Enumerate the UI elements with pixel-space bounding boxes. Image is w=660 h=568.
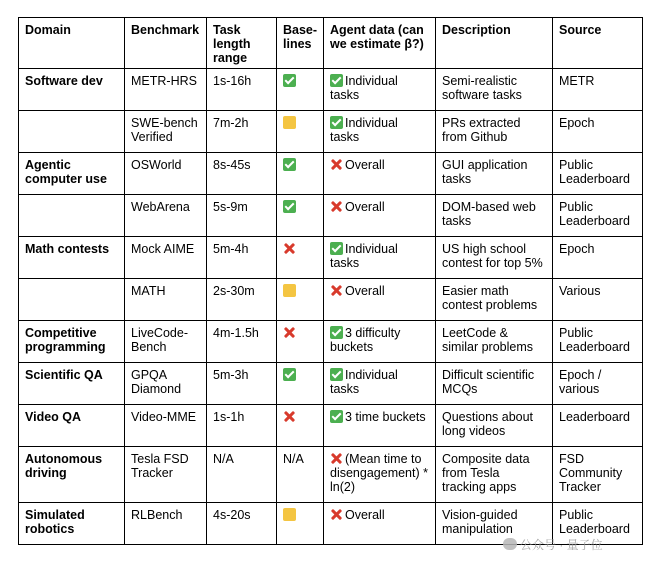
cell-domain: Competitive programming [19,321,125,363]
cross-icon [330,508,343,521]
cell-benchmark: Tesla FSD Tracker [125,447,207,503]
header-description: Description [436,18,553,69]
cell-domain: Software dev [19,69,125,111]
cell-task-length: 5m-4h [207,237,277,279]
agent-data-text: 3 difficulty buckets [330,326,401,354]
table-row [19,447,643,503]
check-icon [283,74,296,87]
cell-description: PRs extracted from Github [436,111,553,153]
cell-domain: Scientific QA [19,363,125,405]
cross-icon [283,242,296,255]
cell-task-length: N/A [207,447,277,503]
cell-baseline [277,503,324,545]
agent-data-text: Overall [345,200,385,214]
cell-source: METR [553,69,643,111]
cell-source: Public Leaderboard [553,153,643,195]
check-icon [330,242,343,255]
cell-benchmark: Video-MME [125,405,207,447]
table-row [19,111,643,153]
cell-task-length: 7m-2h [207,111,277,153]
cell-benchmark: WebArena [125,195,207,237]
cell-description: Composite data from Tesla tracking apps [436,447,553,503]
header-domain: Domain [19,18,125,69]
cell-agent-data [324,69,436,111]
cell-agent-data [324,195,436,237]
cell-source: Epoch [553,237,643,279]
cell-agent-data [324,503,436,545]
check-icon [330,116,343,129]
header-task-length: Task length range [207,18,277,69]
check-icon [330,368,343,381]
yellow-square-icon [283,508,296,521]
cell-baseline [277,69,324,111]
table-body [19,69,643,545]
cell-domain [19,195,125,237]
cell-task-length: 1s-16h [207,69,277,111]
baseline-text: N/A [283,452,304,466]
cell-agent-data [324,153,436,195]
header-source: Source [553,18,643,69]
table-row [19,279,643,321]
cross-icon [330,158,343,171]
cell-description: US high school contest for top 5% [436,237,553,279]
cell-domain [19,279,125,321]
cell-baseline [277,195,324,237]
table-row [19,405,643,447]
cell-agent-data [324,279,436,321]
cell-domain: Simulated robotics [19,503,125,545]
check-icon [283,368,296,381]
table-row [19,363,643,405]
header-baselines: Base-lines [277,18,324,69]
cell-description: LeetCode & similar problems [436,321,553,363]
cell-benchmark: METR-HRS [125,69,207,111]
cell-description: Difficult scientific MCQs [436,363,553,405]
agent-data-text: (Mean time to disengagement) * ln(2) [330,452,428,494]
header-benchmark: Benchmark [125,18,207,69]
cell-task-length: 5m-3h [207,363,277,405]
cell-task-length: 4m-1.5h [207,321,277,363]
yellow-square-icon [283,116,296,129]
cell-agent-data [324,363,436,405]
agent-data-text: Individual tasks [330,116,398,144]
agent-data-text: 3 time buckets [345,410,426,424]
header-agent-data: Agent data (can we estimate β?) [324,18,436,69]
cell-description: Vision-guided manipulation [436,503,553,545]
cell-description: Semi-realistic software tasks [436,69,553,111]
cell-description: GUI application tasks [436,153,553,195]
cell-baseline [277,111,324,153]
table-row [19,153,643,195]
cross-icon [330,284,343,297]
cell-domain: Math contests [19,237,125,279]
wechat-icon [503,538,517,550]
cell-source: Epoch / various [553,363,643,405]
cell-baseline [277,153,324,195]
cell-task-length: 2s-30m [207,279,277,321]
cell-benchmark: LiveCode-Bench [125,321,207,363]
cell-domain [19,111,125,153]
cross-icon [283,326,296,339]
cell-description: Questions about long videos [436,405,553,447]
cell-baseline [277,321,324,363]
cell-source: Leaderboard [553,405,643,447]
cell-source: Public Leaderboard [553,321,643,363]
cell-task-length: 1s-1h [207,405,277,447]
cell-agent-data [324,237,436,279]
agent-data-text: Individual tasks [330,74,398,102]
watermark [503,536,603,553]
agent-data-text: Overall [345,284,385,298]
agent-data-text: Overall [345,508,385,522]
cell-agent-data [324,405,436,447]
cell-benchmark: OSWorld [125,153,207,195]
cell-description: Easier math contest problems [436,279,553,321]
cell-domain: Agentic computer use [19,153,125,195]
check-icon [330,410,343,423]
cell-benchmark: RLBench [125,503,207,545]
cross-icon [330,452,343,465]
table-row [19,69,643,111]
table-row [19,195,643,237]
cell-source: Various [553,279,643,321]
agent-data-text: Individual tasks [330,368,398,396]
check-icon [330,326,343,339]
cell-benchmark: Mock AIME [125,237,207,279]
cell-benchmark: MATH [125,279,207,321]
cell-baseline [277,237,324,279]
cross-icon [330,200,343,213]
cell-baseline [277,363,324,405]
cell-source: Public Leaderboard [553,195,643,237]
cell-agent-data [324,447,436,503]
cell-agent-data [324,111,436,153]
cell-task-length: 8s-45s [207,153,277,195]
cell-domain: Autonomous driving [19,447,125,503]
table-row [19,321,643,363]
cell-agent-data [324,321,436,363]
watermark-text: 公众号 · 量子位 [520,538,603,552]
cell-benchmark: GPQA Diamond [125,363,207,405]
cell-source: Public Leaderboard [553,503,643,545]
benchmark-table [18,17,643,545]
cell-task-length: 4s-20s [207,503,277,545]
cell-baseline [277,447,324,503]
header-row [19,18,643,69]
cell-source: Epoch [553,111,643,153]
agent-data-text: Overall [345,158,385,172]
cross-icon [283,410,296,423]
cell-source: FSD Community Tracker [553,447,643,503]
cell-task-length: 5s-9m [207,195,277,237]
table-row [19,237,643,279]
check-icon [330,74,343,87]
cell-baseline [277,279,324,321]
agent-data-text: Individual tasks [330,242,398,270]
cell-baseline [277,405,324,447]
yellow-square-icon [283,284,296,297]
cell-benchmark: SWE-bench Verified [125,111,207,153]
check-icon [283,200,296,213]
cell-description: DOM-based web tasks [436,195,553,237]
check-icon [283,158,296,171]
cell-domain: Video QA [19,405,125,447]
